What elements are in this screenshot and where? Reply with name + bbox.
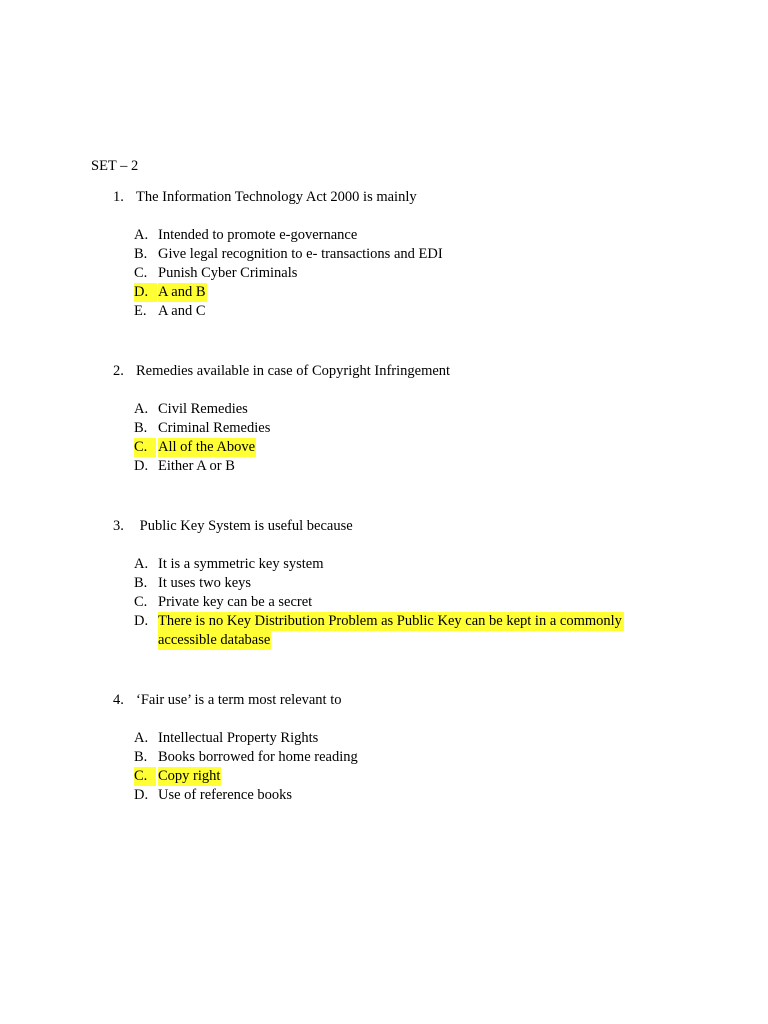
option-text: There is no Key Distribution Problem as Public Key can be kept in a commonly [158,613,622,629]
question-text: ‘Fair use’ is a term most relevant to [136,692,342,708]
option-letter: C. [134,594,148,610]
option-a [0,729,768,748]
option-a [0,226,768,245]
option-c-answer [0,767,768,786]
options-list [0,400,768,476]
option-letter: C. [134,767,156,786]
question-number: 4. [113,692,124,708]
set-title: SET – 2 [91,158,139,174]
option-letter: D. [134,458,149,474]
option-text: Books borrowed for home reading [158,749,358,765]
option-d-answer [0,612,768,650]
question-number: 2. [113,363,124,379]
option-text: Civil Remedies [158,401,248,417]
option-letter: B. [134,749,148,765]
option-letter: B. [134,575,148,591]
option-c-answer [0,438,768,457]
option-d [0,457,768,476]
options-list [0,555,768,650]
question-number: 1. [113,189,124,205]
option-b [0,574,768,593]
option-b [0,419,768,438]
option-letter: D. [134,787,149,803]
question-text: Remedies available in case of Copyright Infringement [136,363,451,379]
option-text: Private key can be a secret [158,594,313,610]
option-text: Intellectual Property Rights [158,730,319,746]
option-text: Use of reference books [158,787,293,803]
option-a [0,400,768,419]
option-text: Either A or B [158,458,235,474]
option-letter: C. [134,438,156,457]
option-text: A and B [158,284,206,300]
option-text: It uses two keys [158,575,252,591]
question-text: The Information Technology Act 2000 is mainly [136,189,417,205]
option-letter: B. [134,246,148,262]
option-letter: C. [134,265,148,281]
question-text: Public Key System is useful because [136,518,353,534]
option-text: Copy right [158,768,221,784]
option-text: It is a symmetric key system [158,556,324,572]
option-letter: A. [134,227,149,243]
option-text: A and C [158,303,206,319]
option-letter: A. [134,556,149,572]
options-list [0,226,768,321]
option-d [0,786,768,805]
options-list [0,729,768,805]
option-text: Intended to promote e-governance [158,227,358,243]
option-b [0,748,768,767]
option-text: Give legal recognition to e- transactions and EDI [158,246,443,262]
option-text: Criminal Remedies [158,420,271,436]
option-a [0,555,768,574]
option-c [0,593,768,612]
option-letter: B. [134,420,148,436]
option-letter: A. [134,730,149,746]
option-c [0,264,768,283]
option-text: Punish Cyber Criminals [158,265,298,281]
option-letter: D. [134,613,149,629]
option-letter: E. [134,303,147,319]
option-text-continued: accessible database [158,632,271,648]
option-e [0,302,768,321]
option-letter: A. [134,401,149,417]
option-d-answer [0,283,768,302]
option-text: All of the Above [158,439,256,455]
question-number: 3. [113,518,124,534]
option-b [0,245,768,264]
option-letter: D. [134,283,157,302]
